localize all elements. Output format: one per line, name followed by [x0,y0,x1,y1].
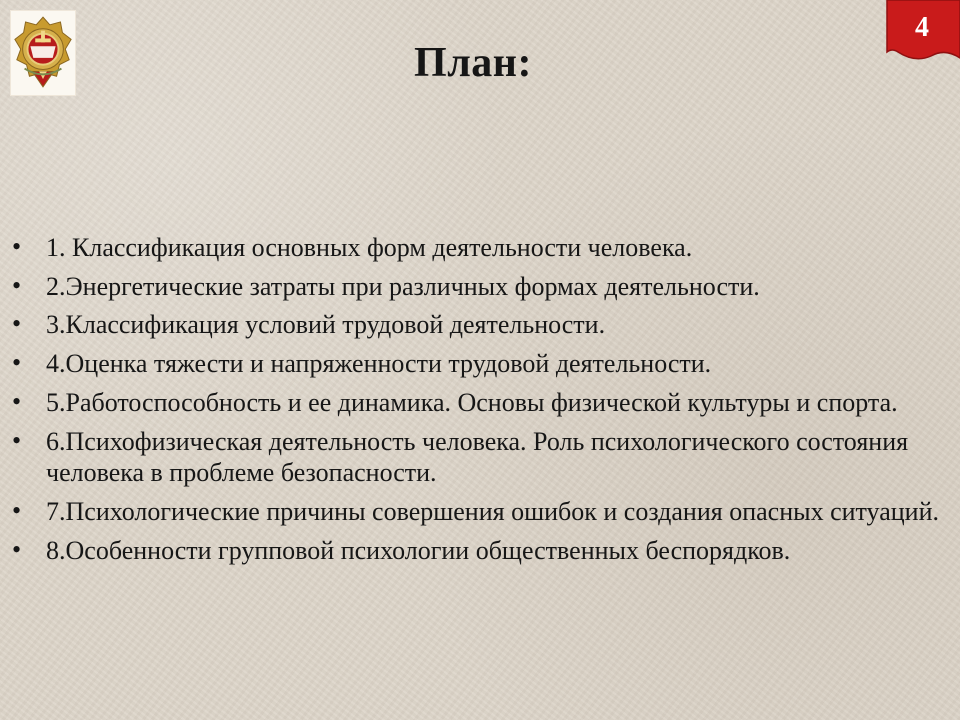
plan-item [12,387,942,419]
plan-item [12,232,942,264]
bullet-icon: • [12,270,22,300]
plan-item [12,496,942,528]
bullet-icon: • [12,534,22,564]
bullet-icon: • [12,425,22,455]
plan-item [12,271,942,303]
bullet-icon: • [12,386,22,416]
plan-item-text: 4.Оценка тяжести и напряженности трудовой деятельности. [46,349,712,379]
plan-item-text: 7.Психологические причины совершения ошибок и создания опасных ситуаций. [46,497,939,527]
plan-item-text: 8.Особенности групповой психологии общественных беспорядков. [46,535,791,565]
plan-item-text: 1. Классификация основных форм деятельности человека. [46,233,693,262]
page-number: 4 [915,12,929,43]
bullet-icon: • [12,232,22,261]
plan-item-text: 2.Энергетические затраты при различных формах деятельности. [46,271,760,301]
plan-list [12,232,942,573]
plan-item [12,309,942,341]
bullet-icon: • [12,348,22,378]
plan-item [12,535,942,567]
plan-item [12,348,942,380]
plan-item-text: 5.Работоспособность и ее динамика. Основы физической культуры и спорта. [46,387,898,417]
plan-item-text: 6.Психофизическая деятельность человека. Роль психологического состояния человека в проблеме безопасности. [46,426,909,488]
bullet-icon: • [12,496,22,526]
slide-title: План: [414,40,532,86]
plan-item-text: 3.Классификация условий трудовой деятельности. [46,310,606,340]
bullet-icon: • [12,309,22,339]
plan-item [12,426,942,489]
